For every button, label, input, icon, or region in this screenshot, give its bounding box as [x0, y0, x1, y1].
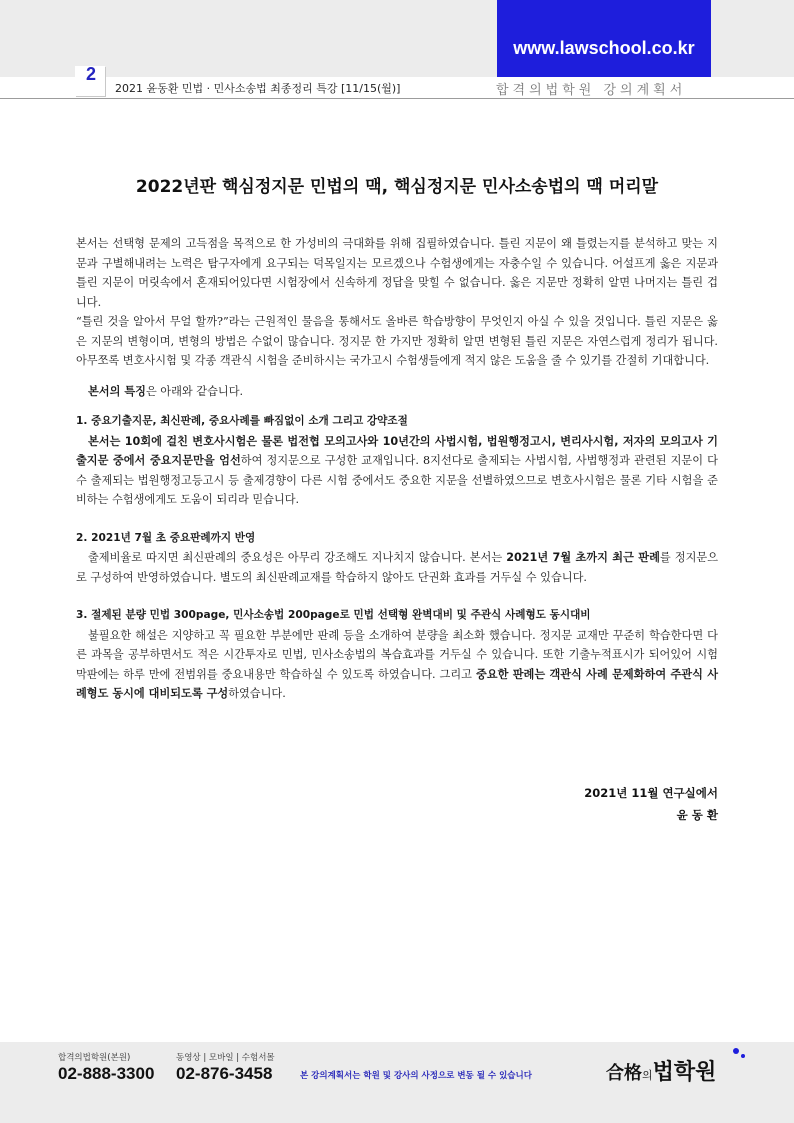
section-2-text [76, 548, 718, 587]
logo-hanja: 合格 [606, 1063, 642, 1084]
website-url-link[interactable]: www.lawschool.co.kr [513, 38, 695, 58]
spacer [76, 587, 718, 606]
footer-notice: 본 강의계획서는 학원 및 강사의 사정으로 변동 될 수 있습니다 [300, 1071, 532, 1081]
main-office-phone: 02-888-3300 [58, 1064, 155, 1083]
spacer [76, 510, 718, 529]
document-title: 2022년판 핵심정지문 민법의 맥, 핵심정지문 민사소송법의 맥 머리말 [135, 177, 659, 197]
section-3-bold: 중요한 판례는 객관식 사례 문제화하여 주관식 사례형도 동시에 대비되도록 구성 [76, 667, 719, 700]
logo-dot-icon [733, 1048, 739, 1054]
intro-paragraph-2: “틀린 것을 알아서 무얼 할까?”라는 근원적인 물음을 통해서도 올바른 학습방향이 무엇인지 아실 수 있을 것입니다. 틀린 지문은 옳은 지문의 변형이며, 변형의 방법은 수없이 많습니다. 정지문 한 가지만 정확히 알면 변형된 틀린 지문은 자연스럽게 정리가 됩니다. 아무쪼록 변호사시험 및 각종 객관식 시험을 준비하시는 국가고시 수험생들에게 적지 않은 도움을 줄 수 있기를 간절히 기대합니다. [76, 315, 718, 367]
plan-title: 합격의법학원 강의계획서 [496, 83, 687, 98]
main-office-label: 합격의법학원(본원) [58, 1053, 131, 1063]
online-label: 동영상 | 모바일 | 수험서몰 [176, 1053, 275, 1063]
section-3-heading: 3. 절제된 분량 민법 300page, 민사소송법 200page로 민법 선택형 완벽대비 및 주관식 사례형도 동시대비 [76, 609, 591, 621]
signature-block [420, 782, 718, 826]
section-2-pre: 출제비율로 따지면 최신판례의 중요성은 아무리 강조해도 지나치지 않습니다. 본서는 [88, 551, 507, 564]
section-3-text [76, 626, 718, 704]
features-intro-rest: 은 아래와 같습니다. [145, 384, 244, 398]
header-divider [0, 98, 794, 99]
section-1-rest: 하여 정지문으로 구성한 교재입니다. 8지선다로 출제되는 사법시험, 사법행정과 관련된 지문이 다수 출제되는 법원행정고등고시 등 출제경향이 다른 시험 중에서도 중요한 지문을 선별하였으므로 변호사시험은 물론 기타 시험을 준비하는 수험생에게도 도움이 되리라 믿습니다. [76, 454, 718, 506]
section-3-pre: 불필요한 해설은 지양하고 꼭 필요한 부분에만 판례 등을 소개하여 분량을 최소화 했습니다. 정지문 교재만 꾸준히 학습한다면 다른 과목을 공부하면서도 적은 시간투자로 민법, 민사소송법의 복습효과를 거두실 수 있습니다. 또한 기출누적표시가 되어있어 시험 막판에는 하루 만에 전범위를 중요내용만 학습하실 수 있도록 하였습니다. 그리고 [76, 628, 718, 681]
features-intro [76, 382, 718, 402]
section-2-rest: 를 정지문으로 구성하여 반영하였습니다. 별도의 최신판례교재를 학습하지 않아도 단권화 효과를 거두실 수 있습니다. [76, 551, 719, 584]
page-number: 2 [85, 64, 96, 84]
signature-date: 2021년 11월 연구실에서 [584, 786, 718, 800]
signature-name: 윤 동 환 [676, 808, 718, 822]
section-1-heading: 1. 중요기출지문, 최신판례, 중요사례를 빠짐없이 소개 그리고 강약조절 [76, 415, 408, 427]
section-3-rest: 하였습니다. [228, 687, 286, 700]
course-title: 2021 윤동환 민법 · 민사소송법 최종정리 특강 [11/15(월)] [115, 82, 401, 95]
intro-paragraph-1: 본서는 선택형 문제의 고득점을 목적으로 한 가성비의 극대화를 위해 집필하였습니다. 틀린 지문이 왜 틀렸는지를 분석하고 맞는 지문과 구별해내려는 노력은 탐구자에게 요구되는 덕목일지는 모르겠으나 수험생에게는 자충수일 수 있습니다. 어설프게 옳은 지문과 틀린 지문이 머릿속에서 혼재되어있다면 시험장에서 신속하게 정답을 맞힐 수 없습니다. 옳은 지문만 정확히 알면 나머지는 틀린 겁니다. [76, 237, 718, 309]
spacer [76, 401, 718, 412]
logo-particle: 의 [642, 1069, 653, 1082]
logo-dot-icon [741, 1054, 745, 1058]
section-1-bold: 본서는 10회에 걸친 변호사시험은 물론 법전협 모의고사와 10년간의 사법시험, 법원행정고시, 변리사시험, 저자의 모의고사 기출지문 중에서 중요지문만을 엄선 [76, 434, 718, 467]
features-intro-bold: 본서의 특징 [88, 384, 146, 398]
section-1-text [76, 432, 718, 510]
academy-logo [606, 1055, 716, 1086]
spacer [76, 371, 718, 382]
section-2-bold: 2021년 7월 초까지 최근 판례 [506, 551, 660, 564]
logo-name: 법학원 [652, 1060, 717, 1085]
section-2-heading: 2. 2021년 7월 초 중요판례까지 반영 [76, 531, 256, 544]
document-body [76, 234, 718, 704]
online-phone: 02-876-3458 [176, 1064, 273, 1083]
